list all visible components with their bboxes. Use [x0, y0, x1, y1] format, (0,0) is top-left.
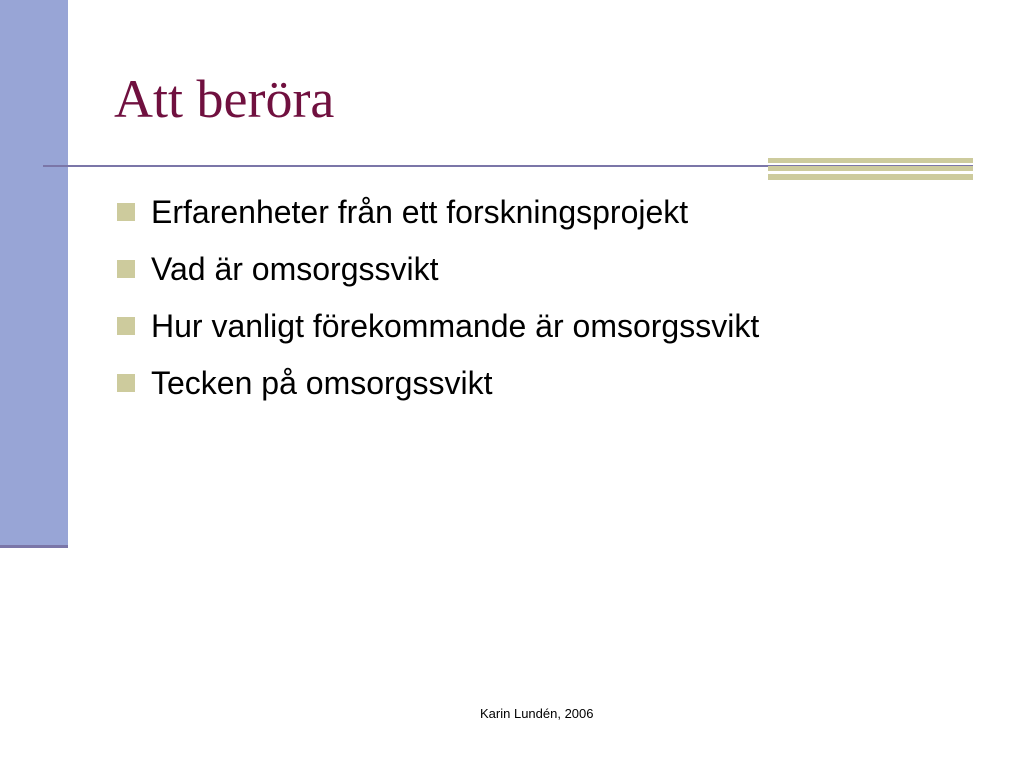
slide-title: Att beröra: [114, 69, 335, 129]
square-bullet-icon: [117, 317, 135, 335]
bullet-text: Hur vanligt förekommande är omsorgssvikt: [151, 308, 760, 344]
bullet-text: Vad är omsorgssvikt: [151, 251, 439, 287]
accent-stripe: [768, 166, 973, 171]
accent-stripe: [768, 158, 973, 163]
square-bullet-icon: [117, 203, 135, 221]
side-accent-bar-base: [0, 545, 68, 548]
accent-stripe: [768, 174, 973, 180]
bullet-list: [117, 184, 759, 412]
bullet-text: Erfarenheter från ett forskningsprojekt: [151, 194, 689, 230]
square-bullet-icon: [117, 374, 135, 392]
square-bullet-icon: [117, 260, 135, 278]
bullet-item: [117, 241, 759, 298]
divider-accent-stripes: [768, 158, 973, 180]
bullet-text: Tecken på omsorgssvikt: [151, 365, 493, 401]
side-accent-bar: [0, 0, 68, 545]
slide-footer: Karin Lundén, 2006: [480, 706, 594, 721]
bullet-item: [117, 355, 759, 412]
bullet-item: [117, 184, 759, 241]
bullet-item: [117, 298, 759, 355]
